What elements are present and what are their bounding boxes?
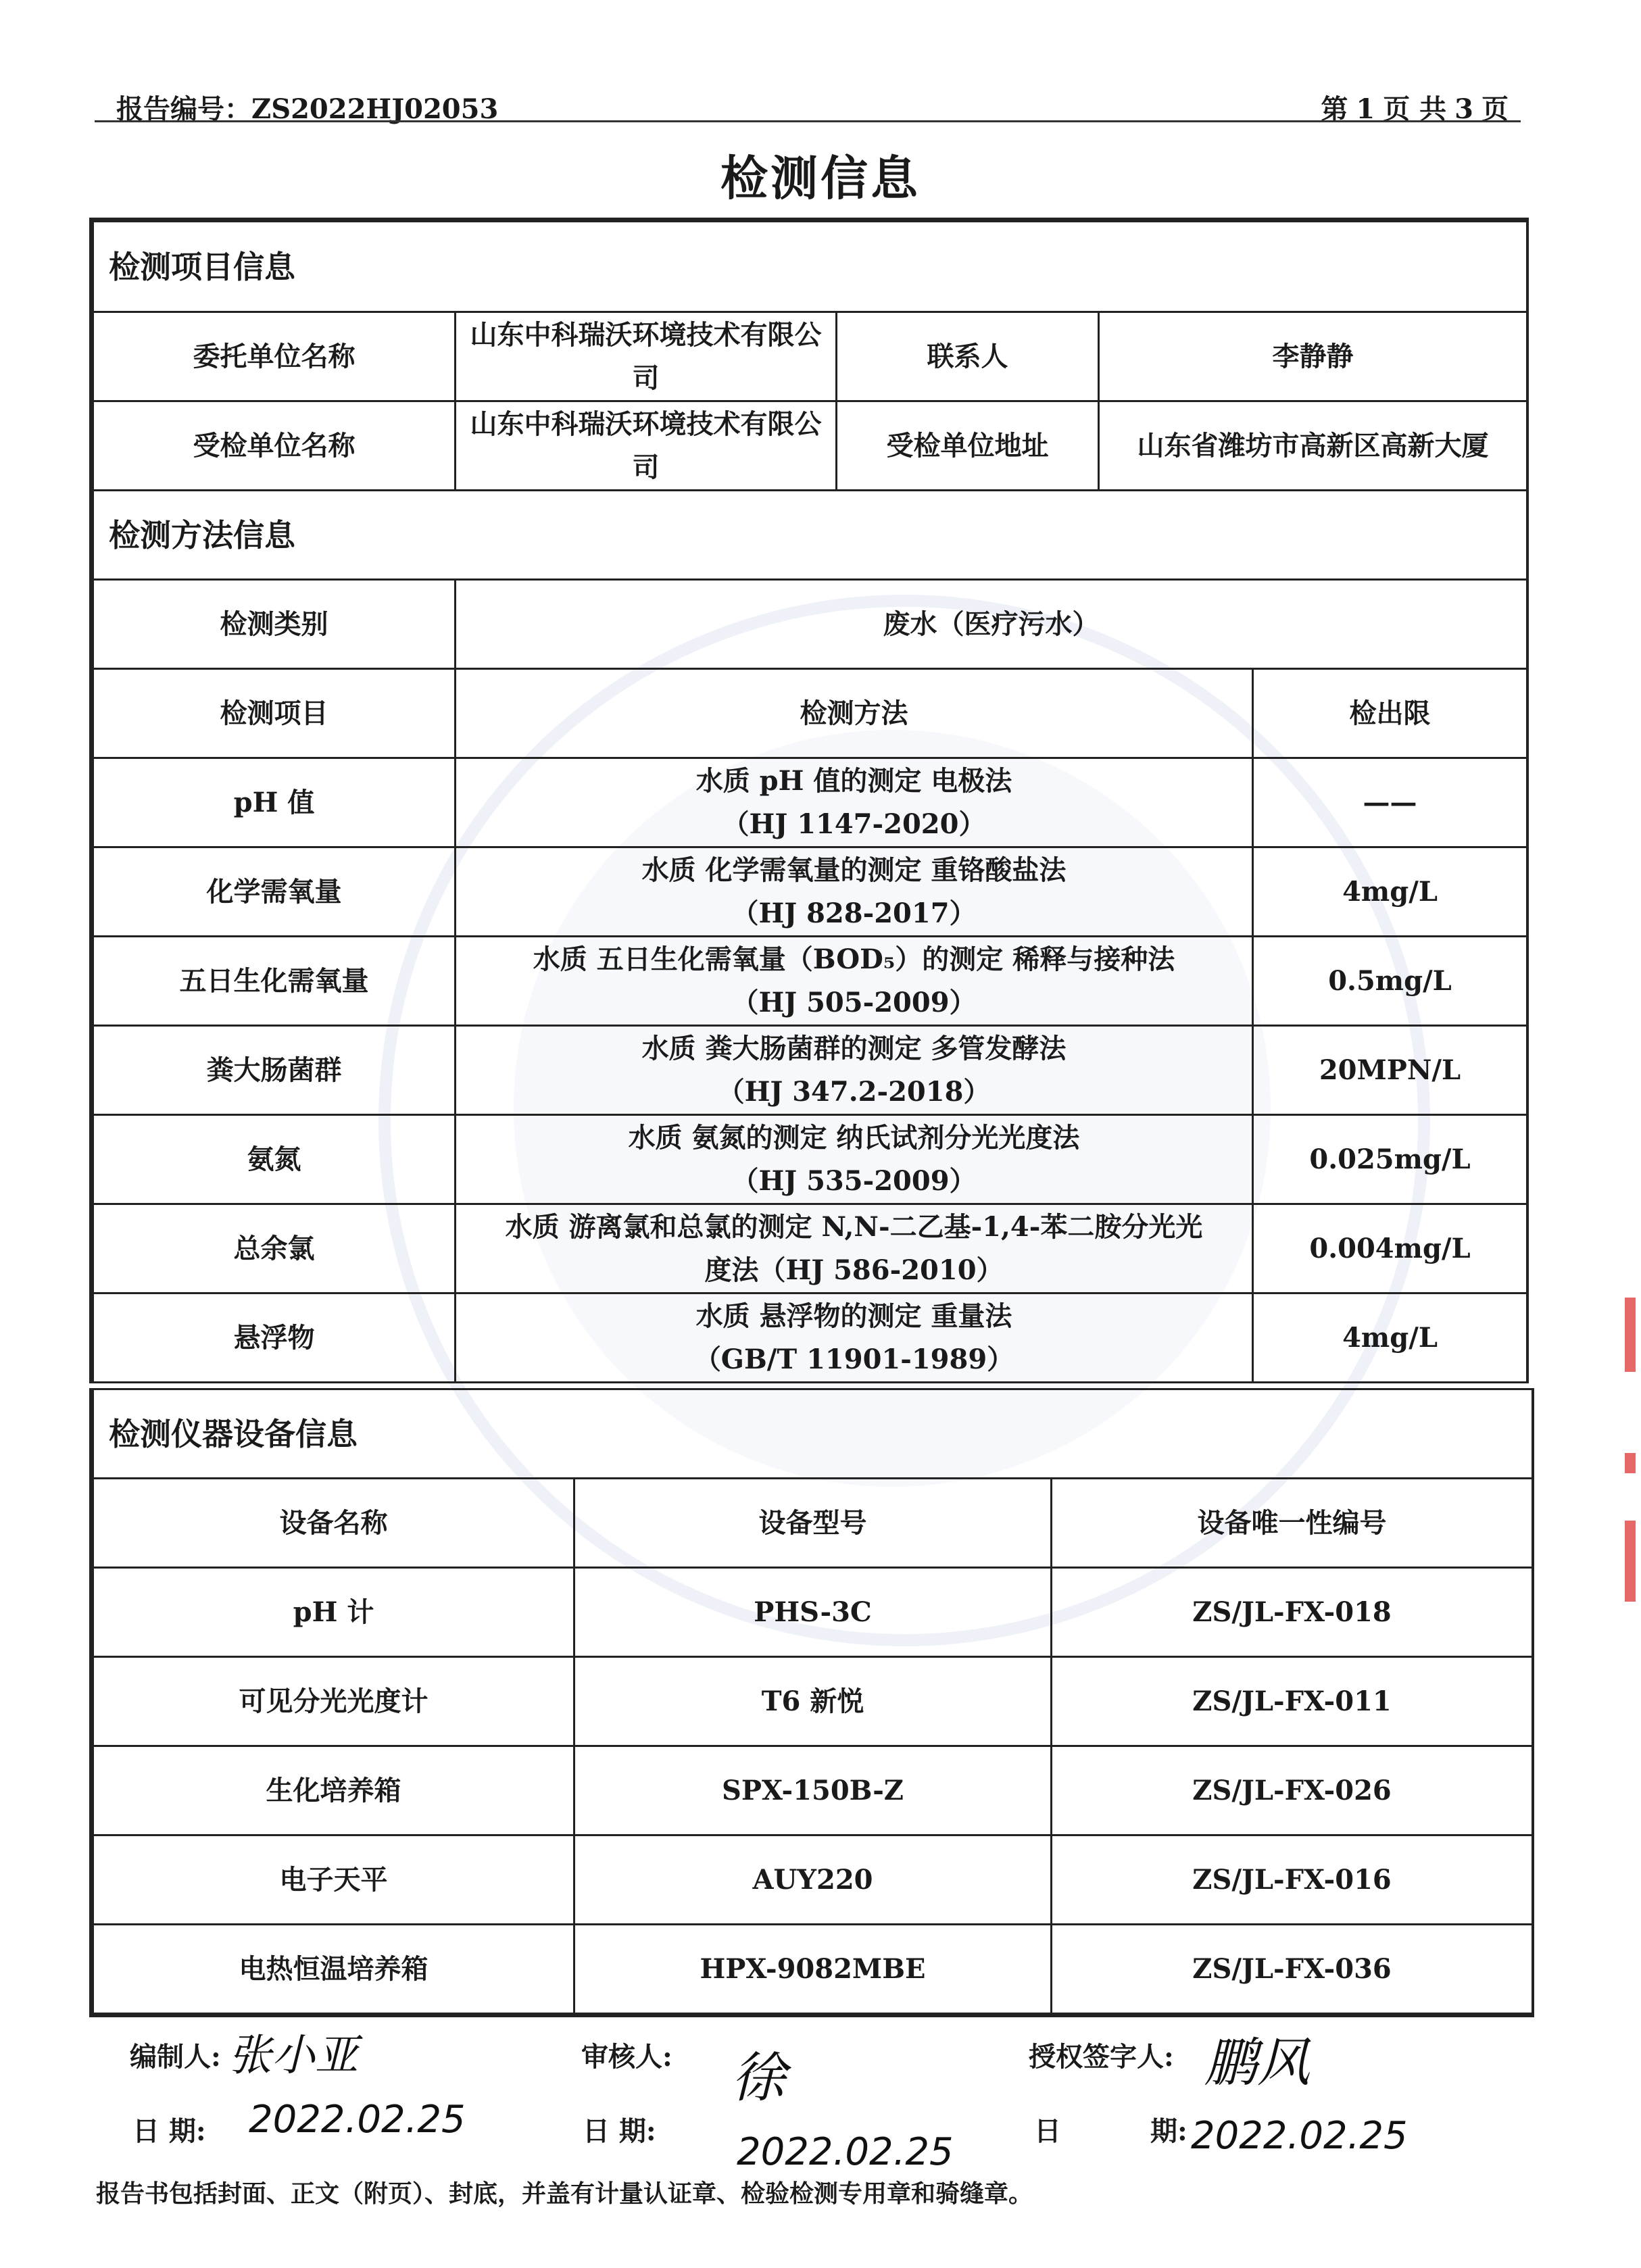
method-limit: —— [1253, 758, 1527, 847]
address-label: 受检单位地址 [837, 401, 1099, 491]
seam-stamp-mark [1625, 1521, 1636, 1602]
method-item: pH 值 [93, 758, 456, 847]
compiler-date-label: 日 期: [132, 2115, 206, 2147]
equipment-table-block [89, 1388, 1534, 2017]
compiler-signature: 张小亚 [228, 2031, 358, 2081]
compiler-date: 2022.02.25 [249, 2098, 466, 2142]
category-value: 废水（医疗污水） [456, 580, 1527, 669]
table-row [93, 847, 1527, 937]
info-table [92, 220, 1528, 1383]
table-row [93, 1204, 1527, 1293]
seam-stamp-mark [1625, 1453, 1636, 1473]
equip-name: 电子天平 [93, 1835, 574, 1925]
client-label: 委托单位名称 [93, 312, 456, 401]
inspected-value: 山东中科瑞沃环境技术有限公司 [456, 401, 837, 491]
reviewer-signature: 徐 [731, 2046, 785, 2109]
method-info-title: 检测方法信息 [93, 491, 1527, 580]
category-label: 检测类别 [93, 580, 456, 669]
method-item: 化学需氧量 [93, 847, 456, 937]
authorizer-date-label: 日 [1034, 2115, 1061, 2147]
method-limit: 20MPN/L [1253, 1026, 1527, 1115]
table-row [93, 1925, 1533, 2014]
equip-model: HPX-9082MBE [574, 1925, 1052, 2014]
contact-label: 联系人 [837, 312, 1099, 401]
method-limit: 0.004mg/L [1253, 1204, 1527, 1293]
authorizer-label: 授权签字人: [1029, 2041, 1174, 2073]
equip-col-code: 设备唯一性编号 [1052, 1479, 1533, 1568]
table-row [93, 937, 1527, 1026]
authorizer-date-label-2: 期: [1150, 2115, 1187, 2147]
method-item: 粪大肠菌群 [93, 1026, 456, 1115]
method-text: 水质 游离氯和总氯的测定 N,N-二乙基-1,4-苯二胺分光光 度法（HJ 586-2010） [456, 1204, 1253, 1293]
reviewer-label: 审核人: [581, 2041, 672, 2073]
table-row [93, 1115, 1527, 1204]
table-row [93, 1746, 1533, 1835]
address-value: 山东省潍坊市高新区高新大厦 [1099, 401, 1527, 491]
method-text: 水质 粪大肠菌群的测定 多管发酵法 （HJ 347.2-2018） [456, 1026, 1253, 1115]
method-col-item: 检测项目 [93, 669, 456, 758]
info-table-block [89, 218, 1529, 1383]
table-row [93, 1657, 1533, 1746]
method-item: 五日生化需氧量 [93, 937, 456, 1026]
table-row [93, 1835, 1533, 1925]
method-col-method: 检测方法 [456, 669, 1253, 758]
seam-stamp-mark [1625, 1298, 1636, 1372]
table-row [93, 1026, 1527, 1115]
equipment-table [92, 1388, 1534, 2015]
table-row [93, 1293, 1527, 1383]
compiler-label: 编制人: [130, 2041, 221, 2073]
equip-code: ZS/JL-FX-036 [1052, 1925, 1533, 2014]
equip-name: pH 计 [93, 1568, 574, 1657]
contact-value: 李静静 [1099, 312, 1527, 401]
method-col-limit: 检出限 [1253, 669, 1527, 758]
page-title: 检测信息 [720, 150, 921, 206]
inspected-label: 受检单位名称 [93, 401, 456, 491]
equip-code: ZS/JL-FX-026 [1052, 1746, 1533, 1835]
method-item: 氨氮 [93, 1115, 456, 1204]
equip-code: ZS/JL-FX-018 [1052, 1568, 1533, 1657]
header-rule [95, 120, 1521, 122]
equip-model: SPX-150B-Z [574, 1746, 1052, 1835]
method-text: 水质 悬浮物的测定 重量法 （GB/T 11901-1989） [456, 1293, 1253, 1383]
equip-code: ZS/JL-FX-016 [1052, 1835, 1533, 1925]
equip-model: PHS-3C [574, 1568, 1052, 1657]
method-item: 悬浮物 [93, 1293, 456, 1383]
equip-name: 生化培养箱 [93, 1746, 574, 1835]
project-info-title: 检测项目信息 [93, 222, 1527, 312]
method-text: 水质 化学需氧量的测定 重铬酸盐法 （HJ 828-2017） [456, 847, 1253, 937]
equip-name: 电热恒温培养箱 [93, 1925, 574, 2014]
method-text: 水质 五日生化需氧量（BOD₅）的测定 稀释与接种法 （HJ 505-2009） [456, 937, 1253, 1026]
method-text: 水质 pH 值的测定 电极法 （HJ 1147-2020） [456, 758, 1253, 847]
equip-model: AUY220 [574, 1835, 1052, 1925]
page-indicator: 第 1 页 共 3 页 [1321, 93, 1509, 125]
method-limit: 0.5mg/L [1253, 937, 1527, 1026]
table-row [93, 1568, 1533, 1657]
client-value: 山东中科瑞沃环境技术有限公司 [456, 312, 837, 401]
method-item: 总余氯 [93, 1204, 456, 1293]
equip-name: 可见分光光度计 [93, 1657, 574, 1746]
equip-model: T6 新悦 [574, 1657, 1052, 1746]
equip-col-name: 设备名称 [93, 1479, 574, 1568]
equip-col-model: 设备型号 [574, 1479, 1052, 1568]
reviewer-date: 2022.02.25 [737, 2130, 954, 2174]
method-text: 水质 氨氮的测定 纳氏试剂分光光度法 （HJ 535-2009） [456, 1115, 1253, 1204]
method-limit: 4mg/L [1253, 847, 1527, 937]
authorizer-signature: 鹏风 [1204, 2033, 1311, 2094]
authorizer-date: 2022.02.25 [1191, 2114, 1408, 2158]
footnote: 报告书包括封面、正文（附页）、封底，并盖有计量认证章、检验检测专用章和骑缝章。 [96, 2179, 1033, 2208]
method-limit: 4mg/L [1253, 1293, 1527, 1383]
table-row [93, 758, 1527, 847]
equipment-info-title: 检测仪器设备信息 [93, 1389, 1533, 1479]
reviewer-date-label: 日 期: [583, 2115, 656, 2147]
equip-code: ZS/JL-FX-011 [1052, 1657, 1533, 1746]
report-number: 报告编号：ZS2022HJ02053 [116, 93, 499, 125]
method-limit: 0.025mg/L [1253, 1115, 1527, 1204]
